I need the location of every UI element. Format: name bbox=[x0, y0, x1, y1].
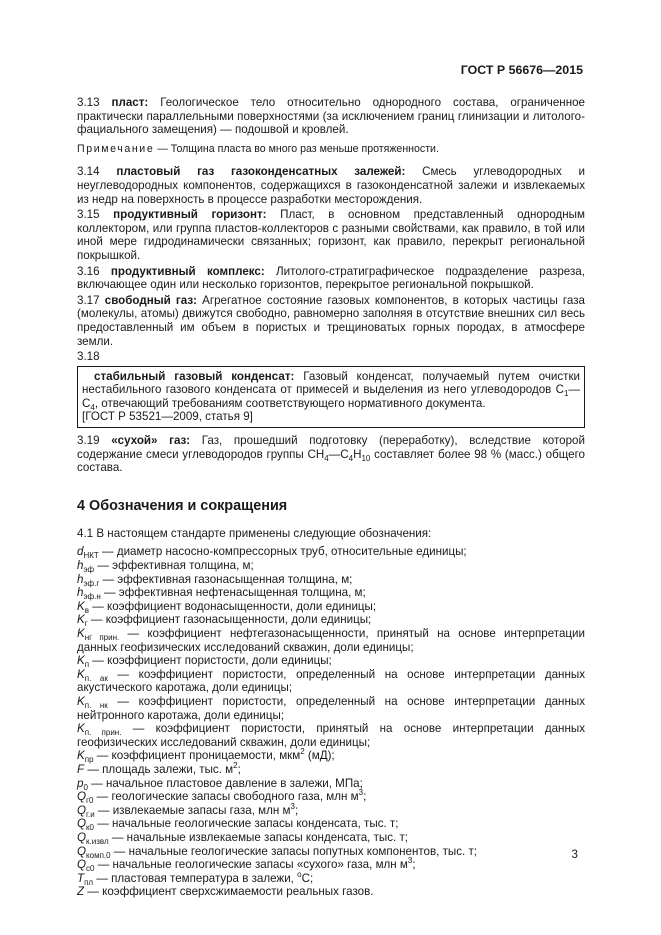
term-name: продуктивный комплекс: bbox=[110, 264, 265, 278]
symbol-entry bbox=[77, 885, 585, 899]
symbol-description: — коэффициент газонасыщенности, доли единицы; bbox=[87, 613, 372, 627]
symbol-letter: Q bbox=[77, 790, 87, 804]
symbol-letter: Z bbox=[77, 885, 85, 899]
symbol-letter: h bbox=[77, 586, 84, 600]
term-number: 3.13 bbox=[77, 96, 100, 109]
source-reference: [ГОСТ Р 53521—2009, статья 9] bbox=[82, 410, 253, 424]
symbol-letter: K bbox=[77, 694, 85, 708]
document-code: ГОСТ Р 56676—2015 bbox=[460, 63, 583, 77]
subscript: 4 bbox=[348, 453, 354, 463]
symbol-description: — коэффициент пористости, определенный на основе интерпретации данных нейтронного каротажа, доли единицы; bbox=[77, 694, 585, 722]
symbol-description-tail: ; bbox=[237, 762, 241, 776]
term-definition: Литолого-стратиграфическое подразделение разреза, включающее один или несколько горизонтов, перекрытое региональной покрышкой. bbox=[77, 264, 585, 292]
symbol-description: — коэффициент пористости, определенный на основе интерпретации данных акустического каротажа, доли единицы; bbox=[77, 667, 585, 695]
symbol-entry bbox=[77, 573, 585, 587]
symbol-entry bbox=[77, 586, 585, 600]
term-number: 3.14 bbox=[77, 165, 100, 179]
term-number: 3.17 bbox=[77, 293, 100, 307]
symbol-description: — извлекаемые запасы газа, млн м bbox=[94, 803, 291, 817]
page-number: 3 bbox=[571, 848, 578, 861]
note-label: Примечание bbox=[77, 142, 155, 155]
term-definition-a: Газ, прошедший подготовку (переработку), вследствие которой содержание смеси углеводородов группы СН bbox=[77, 434, 585, 461]
symbol-entry bbox=[77, 668, 585, 695]
symbol-description: — коэффициент проницаемости, мкм bbox=[93, 749, 301, 763]
symbol-letter: p bbox=[77, 776, 84, 790]
symbol-description-tail: ; bbox=[412, 858, 416, 872]
superscript: 3 bbox=[407, 856, 413, 866]
superscript: о bbox=[297, 869, 302, 879]
symbol-description: — начальные геологические запасы конденсата, тыс. т; bbox=[93, 817, 399, 831]
symbol-subscript: г.и bbox=[86, 809, 95, 819]
term-definition: Агрегатное состояние газовых компонентов, в которых частицы газа (молекулы, атомы) движутся свободно, равномерно заполняя в отсутствие внешних сил весь предоставленный им объем в пористых и трещиноватых горных породах, в атмосфере земли. bbox=[77, 293, 585, 348]
symbol-entry bbox=[77, 559, 585, 573]
symbol-description: — диаметр насосно-компрессорных труб, относительные единицы; bbox=[98, 545, 467, 559]
symbol-description: — коэффициент пористости, принятый на основе интерпретации данных геофизических исследований скважин, доли единицы; bbox=[77, 722, 585, 749]
term-3-18-number bbox=[77, 350, 585, 364]
term-3-16 bbox=[77, 265, 585, 292]
symbol-description-tail: ; bbox=[294, 803, 299, 817]
term-definition-c: Н bbox=[353, 447, 362, 461]
term-3-18-box bbox=[77, 366, 585, 428]
symbol-entry bbox=[77, 777, 585, 791]
symbol-description-tail: С; bbox=[301, 871, 314, 885]
symbol-letter: Q bbox=[77, 817, 87, 831]
symbol-entry bbox=[77, 749, 585, 763]
symbols-list bbox=[77, 545, 585, 898]
term-definition-a: Газовый конденсат, получаемый путем очистки нестабильного газового конденсата от примесей и выделения из него углеводородов С bbox=[82, 369, 581, 397]
symbol-subscript: в bbox=[84, 605, 89, 615]
term-number: 3.18 bbox=[77, 350, 100, 364]
term-3-19 bbox=[77, 434, 585, 475]
symbol-entry bbox=[77, 845, 585, 859]
superscript: 3 bbox=[358, 788, 364, 798]
symbol-entry bbox=[77, 790, 585, 804]
symbol-letter: F bbox=[77, 762, 85, 776]
superscript: 2 bbox=[233, 760, 238, 770]
section-heading: 4 Обозначения и сокращения bbox=[77, 497, 288, 514]
term-number: 3.15 bbox=[77, 208, 100, 222]
symbol-letter: T bbox=[77, 871, 85, 885]
symbol-letter: h bbox=[77, 559, 84, 573]
symbol-description: — эффективная газонасыщенная толщина, м; bbox=[99, 572, 353, 586]
symbol-subscript: пр bbox=[84, 755, 94, 765]
superscript: 3 bbox=[290, 801, 295, 811]
symbol-description-tail: ; bbox=[363, 790, 367, 804]
symbol-entry bbox=[77, 613, 585, 627]
symbol-description: — начальное пластовое давление в залежи, МПа; bbox=[87, 776, 363, 790]
page-content bbox=[77, 96, 585, 899]
symbol-description: — коэффициент нефтегазонасыщенности, принятый на основе интерпретации данных геофизических исследований скважин, доли единицы; bbox=[77, 627, 586, 654]
symbol-description-tail: (мД); bbox=[304, 749, 335, 763]
symbol-entry bbox=[77, 817, 585, 831]
symbol-letter: Q bbox=[77, 844, 87, 858]
note-text: — Толщина пласта во много раз меньше протяженности. bbox=[154, 142, 439, 155]
symbol-description: — эффективная толщина, м; bbox=[94, 559, 254, 573]
symbol-description: — коэффициент пористости, доли единицы; bbox=[89, 654, 332, 668]
symbol-description: — геологические запасы свободного газа, млн м bbox=[93, 790, 359, 804]
symbol-description: — коэффициент сверхсжимаемости реальных газов. bbox=[84, 885, 374, 899]
subscript: 4 bbox=[90, 402, 95, 412]
term-3-14 bbox=[77, 165, 585, 206]
symbol-description: — эффективная нефтенасыщенная толщина, м; bbox=[100, 586, 366, 600]
symbol-description: — начальные геологические запасы попутных компонентов, тыс. т; bbox=[110, 844, 478, 858]
symbol-description: — коэффициент водонасыщенности, доли единицы; bbox=[88, 599, 377, 613]
symbol-description: — площадь залежи, тыс. м bbox=[84, 762, 234, 776]
term-3-13 bbox=[77, 96, 585, 137]
term-name: пластовый газ газоконденсатных залежей: bbox=[116, 165, 406, 179]
symbol-description: — начальные геологические запасы «сухого» газа, млн м bbox=[94, 858, 408, 872]
term-3-17 bbox=[77, 294, 585, 348]
note bbox=[77, 143, 585, 157]
symbol-subscript: к0 bbox=[86, 823, 94, 833]
symbol-letter: Q bbox=[77, 803, 87, 817]
symbol-subscript: с0 bbox=[86, 864, 95, 874]
symbol-letter: Q bbox=[77, 858, 87, 872]
symbol-description: — пластовая температура в залежи, bbox=[93, 871, 298, 885]
term-definition-b: —С bbox=[82, 383, 580, 410]
symbol-subscript: п. прин. bbox=[84, 728, 122, 738]
subscript: 4 bbox=[324, 453, 329, 463]
term-definition-d: составляет более 98 % (масс.) общего состава. bbox=[77, 447, 585, 475]
symbol-subscript: нг прин. bbox=[84, 633, 120, 642]
symbol-subscript: к.извл bbox=[86, 836, 109, 846]
term-name: стабильный газовый конденсат: bbox=[94, 369, 295, 383]
symbol-subscript: п bbox=[84, 660, 90, 670]
symbol-subscript: НКТ bbox=[83, 551, 99, 561]
term-name: пласт: bbox=[111, 96, 149, 109]
symbol-entry bbox=[77, 627, 585, 654]
term-number: 3.19 bbox=[77, 434, 100, 448]
symbol-subscript: п. нк bbox=[84, 700, 108, 710]
symbol-letter: K bbox=[77, 722, 85, 736]
symbol-entry bbox=[77, 858, 585, 872]
term-definition: Пласт, в основном представленный однородным коллектором, или группа пластов-коллекторов с разными свойствами, как правило, в той или иной мере гидродинамически связанных; горизонт, как правило, перекрыт региональной покрышкой. bbox=[77, 208, 585, 262]
symbol-letter: Q bbox=[77, 830, 87, 844]
term-definition-b: —С bbox=[328, 447, 349, 461]
symbol-letter: d bbox=[77, 545, 84, 559]
symbol-subscript: эф.н bbox=[83, 592, 101, 602]
symbol-letter: K bbox=[77, 749, 85, 763]
symbol-subscript: эф.г bbox=[83, 578, 100, 588]
term-name: свободный газ: bbox=[104, 293, 197, 307]
symbol-entry bbox=[77, 654, 585, 668]
boxed-definition bbox=[82, 370, 580, 411]
symbol-subscript: пл bbox=[84, 877, 94, 887]
symbol-letter: K bbox=[77, 627, 85, 640]
term-name: «сухой» газ: bbox=[111, 434, 191, 448]
symbol-letter: K bbox=[77, 599, 85, 613]
symbol-entry bbox=[77, 545, 585, 559]
symbol-entry bbox=[77, 722, 585, 749]
symbol-letter: K bbox=[77, 667, 85, 681]
term-number: 3.16 bbox=[77, 264, 100, 278]
term-definition-c: , отвечающий требованиям соответствующего нормативного документа. bbox=[94, 396, 486, 410]
term-3-15 bbox=[77, 208, 585, 262]
symbol-entry bbox=[77, 831, 585, 845]
symbol-subscript: г0 bbox=[86, 796, 94, 806]
section-intro: 4.1 В настоящем стандарте применены следующие обозначения: bbox=[77, 526, 432, 540]
symbol-subscript: п. ак bbox=[84, 673, 108, 683]
term-name: продуктивный горизонт: bbox=[113, 208, 267, 222]
superscript: 2 bbox=[300, 747, 305, 757]
symbol-subscript: эф bbox=[83, 565, 95, 575]
symbol-subscript: г bbox=[84, 619, 88, 629]
subscript: 1 bbox=[563, 389, 569, 399]
symbol-entry bbox=[77, 695, 585, 722]
symbol-subscript: комп.0 bbox=[86, 850, 111, 860]
symbol-entry bbox=[77, 600, 585, 614]
term-definition: Геологическое тело относительно однородного состава, ограниченное практически параллельными поверхностями (за исключением границ глинизации и литолого-фациального замещения) — подошвой и кровлей. bbox=[77, 96, 585, 137]
symbol-letter: K bbox=[77, 654, 85, 668]
subscript: 10 bbox=[361, 453, 371, 463]
symbol-subscript: 0 bbox=[83, 782, 88, 792]
symbol-letter: h bbox=[77, 572, 84, 586]
symbol-description: — начальные извлекаемые запасы конденсата, тыс. т; bbox=[108, 830, 409, 844]
symbol-letter: K bbox=[77, 613, 85, 627]
term-definition: Смесь углеводородных и неуглеводородных компонентов, содержащихся в газоконденсатной залежи и извлекаемых из недр на поверхность в процессе разработки месторождения. bbox=[77, 165, 585, 206]
